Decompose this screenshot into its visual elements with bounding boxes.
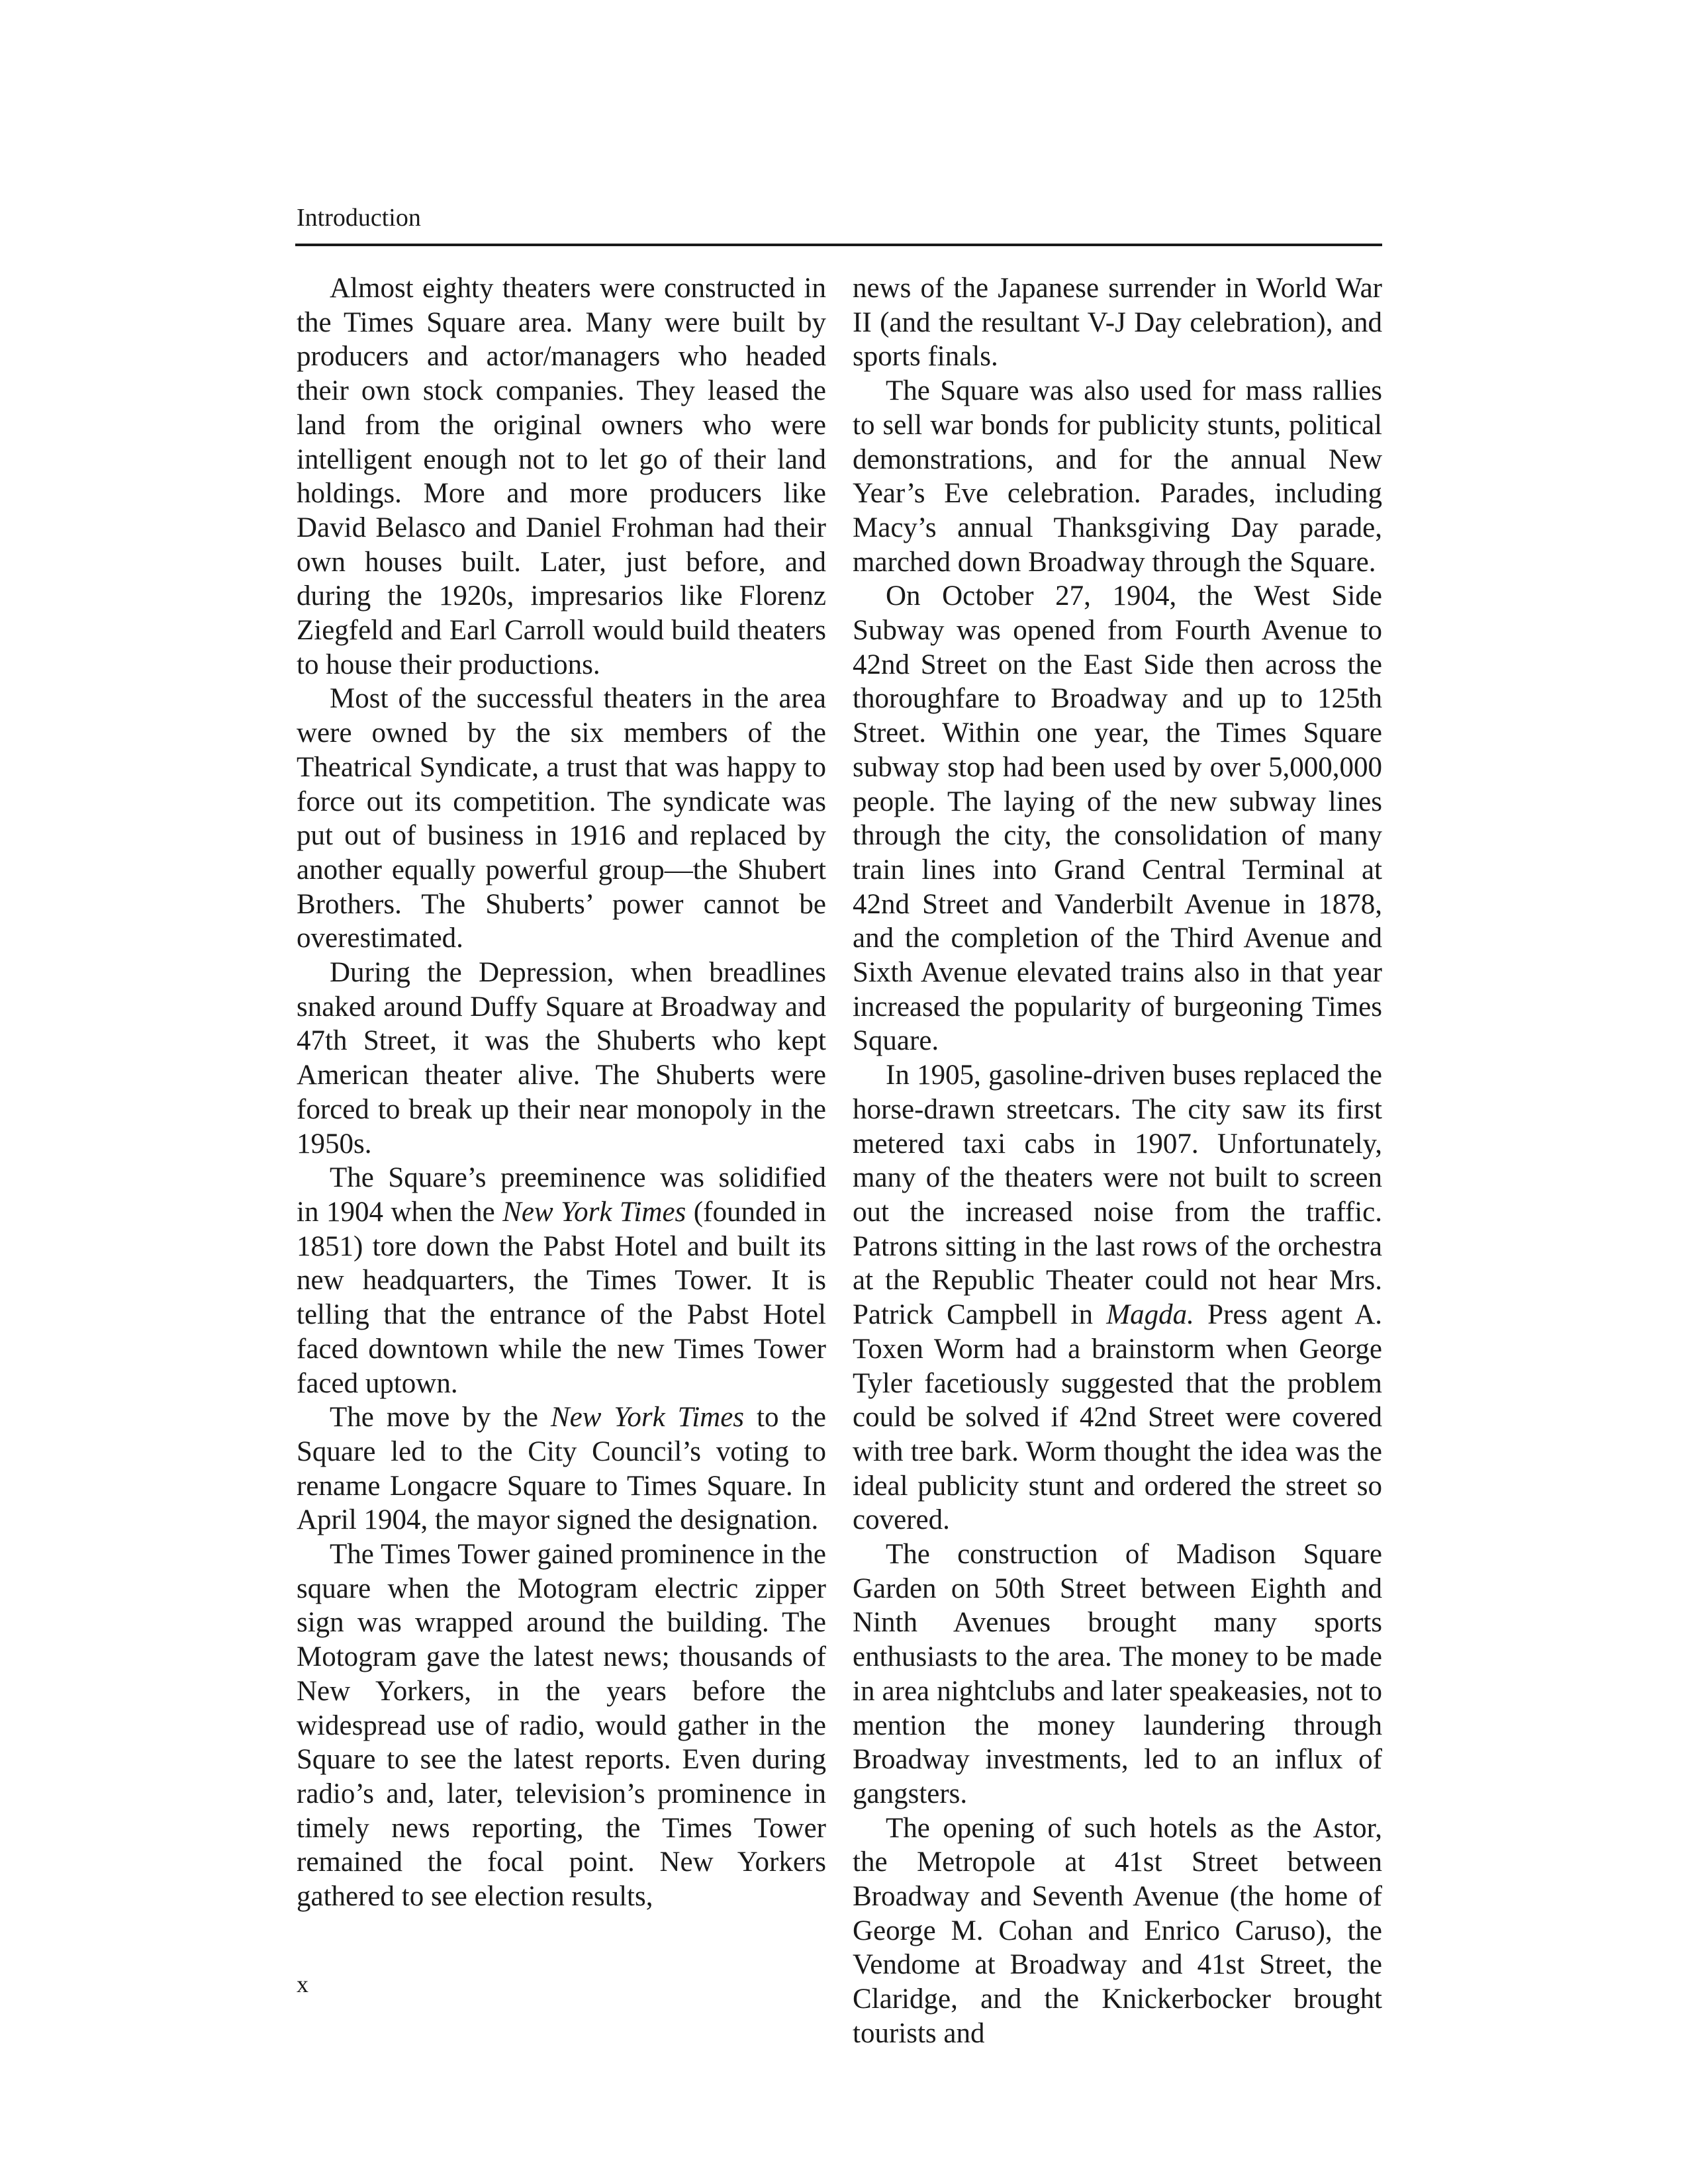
text-segment: On October 27, 1904, the West Side Subway was opened from Fourth Avenue to 42nd Street on the East Side then across the thoroughfare to Broadway and up to 125th Street. Within one year, the Times Square subway stop had been used by over 5,000,000 people. The laying of the new subway lines through the city, the consolidation of many train lines into Grand Central Terminal at 42nd Street and Vanderbilt Avenue in 1878, and the completion of the Third Avenue and Sixth Avenue elevated trains also in that year increased the popularity of burgeoning Times Square. [853,580,1382,1057]
text-segment: (founded in 1851) tore down the Pabst Hotel and built its new headquarters, the Times Tower. It is telling that the entrance of the Pabst Hotel faced downtown while the new Times Tower faced uptown. [297,1196,826,1399]
text-segment: The Times Tower gained prominence in the square when the Motogram electric zipper sign was wrapped around the building. The Motogram gave the latest news; thousands of New Yorkers, in the years before the widespread use of radio, would gather in the Square to see the latest reports. Even during radio’s and, later, television’s prominence in timely news reporting, the Times Tower remained the focal point. New Yorkers gathered to see election results, [297,1539,826,1913]
text-segment: During the Depression, when breadlines snaked around Duffy Square at Broadway and 47th Street, it was the Shuberts who kept American theater alive. The Shuberts were forced to break up their near monopoly in the 1950s. [297,957,826,1160]
italic-title: New York Times [550,1402,745,1433]
paragraph [297,1537,826,1914]
text-segment: news of the Japanese surrender in World War II (and the resultant V-J Day celebration), and sports finals. [853,273,1382,373]
paragraph [853,1537,1382,1811]
italic-title: Magda. [1106,1299,1194,1331]
text-segment: Press agent A. Toxen Worm had a brainstorm when George Tyler facetiously suggested that the problem could be solved if 42nd Street were covered with tree bark. Worm thought the idea was the ideal publicity stunt and ordered the street so covered. [853,1299,1382,1536]
paragraph [853,579,1382,1058]
text-segment: to the Square led to the City Council’s voting to rename Longacre Square to Times Square. In April 1904, the mayor signed the designation. [297,1402,826,1536]
text-segment: The opening of such hotels as the Astor, the Metropole at 41st Street between Broadway and Seventh Avenue (the home of George M. Cohan and Enrico Caruso), the Vendome at Broadway and 41st Street, the Claridge, and the Knickerbocker brought tourists and [853,1812,1382,2049]
paragraph [297,1400,826,1537]
text-segment: Most of the successful theaters in the area were owned by the six members of the Theatrical Syndicate, a trust that was happy to force out its competition. The syndicate was put out of business in 1916 and replaced by another equally powerful group—the Shubert Brothers. The Shuberts’ power cannot be overestimated. [297,683,826,954]
paragraph [853,374,1382,579]
paragraph [297,271,826,682]
left-column [297,271,826,1914]
text-segment: The Square was also used for mass rallies to sell war bonds for publicity stunts, political demonstrations, and for the annual New Year’s Eve celebration. Parades, including Macy’s annual Thanksgiving Day parade, marched down Broadway through the Square. [853,375,1382,578]
paragraph [297,1161,826,1400]
paragraph [853,1811,1382,2051]
running-head: Introduction [297,204,421,232]
paragraph-continuation [853,271,1382,374]
paragraph [297,956,826,1161]
right-column [853,271,1382,2051]
text-segment: Almost eighty theaters were constructed in the Times Square area. Many were built by producers and actor/managers who headed their own stock companies. They leased the land from the original owners who were intelligent enough not to let go of their land holdings. More and more producers like David Belasco and Daniel Frohman had their own houses built. Later, just before, and during the 1920s, impresarios like Florenz Ziegfeld and Earl Carroll would build theaters to house their productions. [297,273,826,680]
italic-title: New York Times [502,1196,686,1228]
header-rule [295,244,1382,246]
text-segment: The construction of Madison Square Garden on 50th Street between Eighth and Ninth Avenues brought many sports enthusiasts to the area. The money to be made in area nightclubs and later speakeasies, not to mention the money laundering through Broadway investments, led to an influx of gangsters. [853,1539,1382,1809]
paragraph [853,1058,1382,1537]
text-segment: The move by the [330,1402,551,1433]
paragraph [297,682,826,956]
text-segment: The Square’s preeminence was solidified in 1904 when the [297,1162,826,1228]
page-number: x [297,1971,308,1997]
text-segment: In 1905, gasoline-driven buses replaced the horse-drawn streetcars. The city saw its first metered taxi cabs in 1907. Unfortunately, many of the theaters were not built to screen out the increased noise from the traffic. Patrons sitting in the last rows of the orchestra at the Republic Theater could not hear Mrs. Patrick Campbell in [853,1060,1382,1331]
